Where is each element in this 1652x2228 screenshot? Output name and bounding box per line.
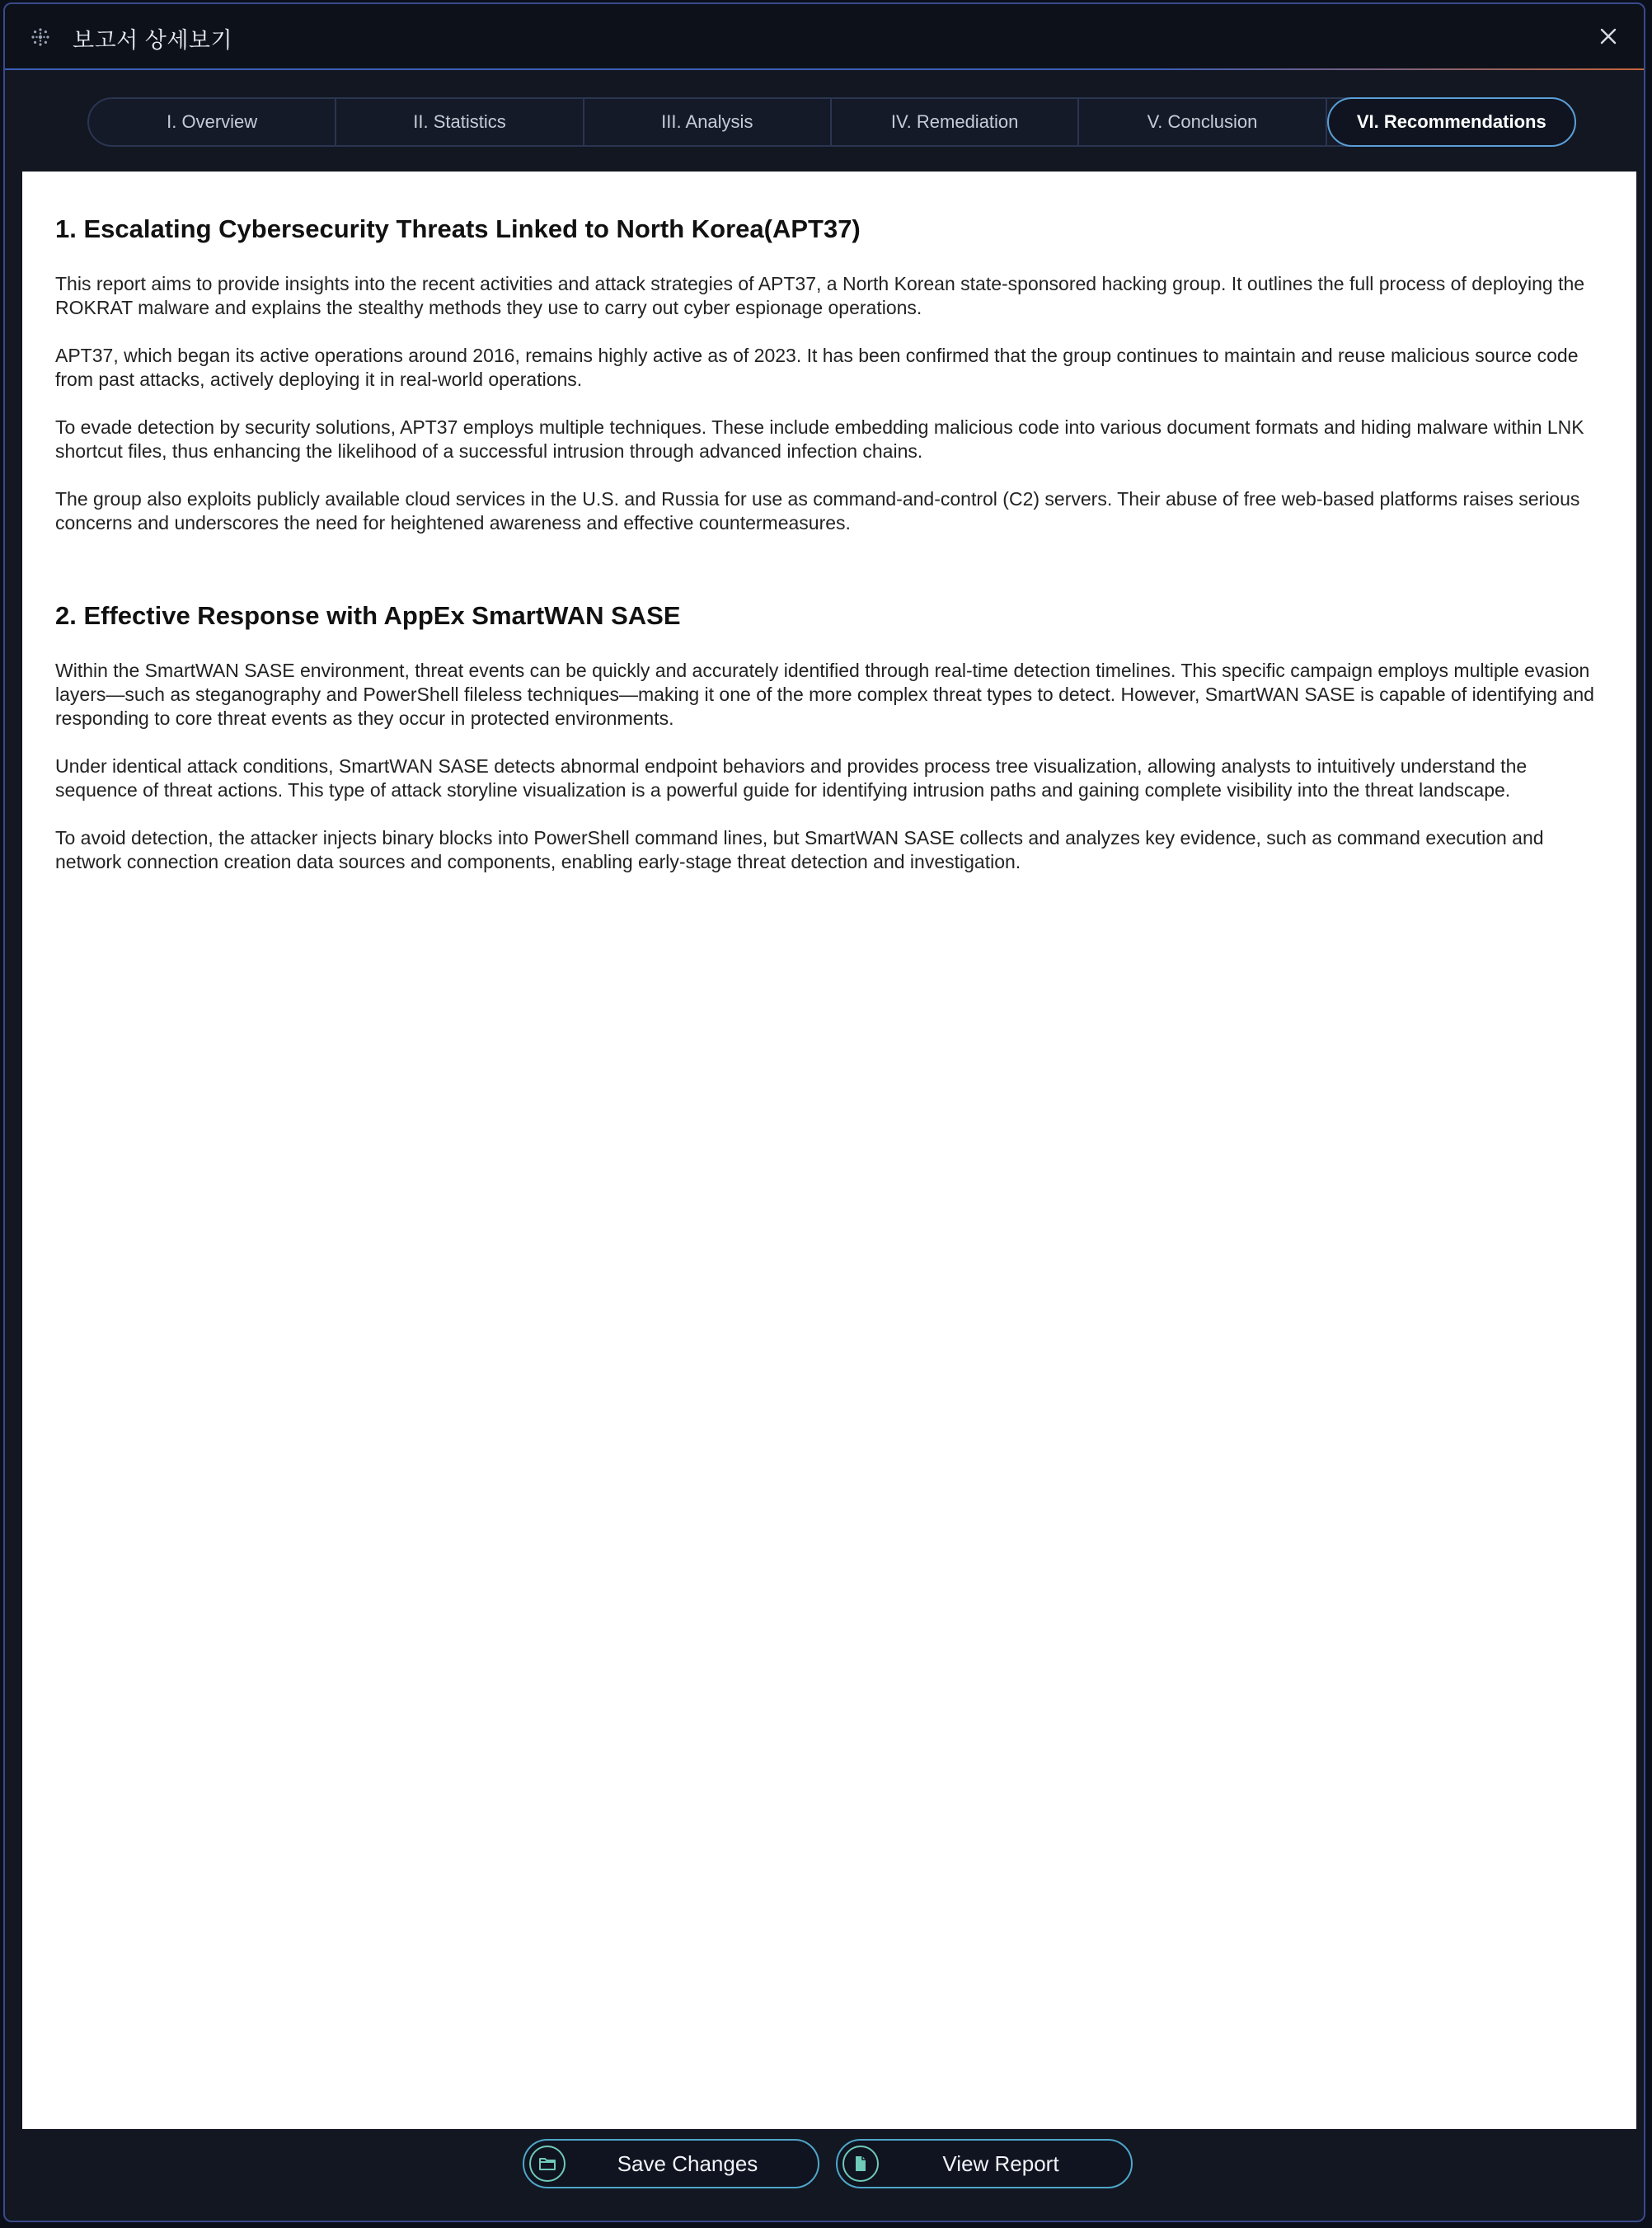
save-changes-button[interactable] [523, 2139, 819, 2188]
tab-analysis[interactable]: III. Analysis [584, 99, 832, 145]
tab-recommendations[interactable]: VI. Recommendations [1327, 97, 1576, 147]
window-title: 보고서 상세보기 [73, 28, 233, 53]
close-icon[interactable] [1596, 24, 1621, 49]
paragraph: The group also exploits publicly available cloud services in the U.S. and Russia for use as command-and-control (C2) servers. Their abuse of free web-based platforms raises serious concerns and underscores the need for heightened awareness and effective countermeasures. [55, 488, 1580, 533]
tab-statistics[interactable]: II. Statistics [336, 99, 584, 145]
save-changes-label: Save Changes [617, 2150, 758, 2176]
report-tabs [87, 97, 1576, 147]
paragraph: Within the SmartWAN SASE environment, threat events can be quickly and accurately identified through real-time detection timelines. This specific campaign employs multiple evasion layers—such as steganography and PowerShell fileless techniques—making it one of the more complex threat types to detect. However, SmartWAN SASE is capable of identifying and responding to core threat events as they occur in protected environments. [55, 660, 1594, 729]
paragraph: To avoid detection, the attacker injects binary blocks into PowerShell command lines, but SmartWAN SASE collects and analyzes key evidence, such as command execution and network connection creation data sources and components, enabling early-stage threat detection and investigation. [55, 827, 1544, 872]
document-icon [842, 2146, 879, 2182]
view-report-button[interactable] [836, 2139, 1133, 2188]
section-title: 2. Effective Response with AppEx SmartWAN SASE [55, 601, 681, 630]
title-bar [5, 4, 1644, 70]
paragraph: APT37, which began its active operations around 2016, remains highly active as of 2023. It has been confirmed that the group continues to maintain and reuse malicious source code from past attacks, actively deploying it in real-world operations. [55, 345, 1579, 390]
section-title: 1. Escalating Cybersecurity Threats Linked to North Korea(APT37) [55, 214, 861, 243]
tab-conclusion[interactable]: V. Conclusion [1079, 99, 1326, 145]
paragraph: Under identical attack conditions, SmartWAN SASE detects abnormal endpoint behaviors and provides process tree visualization, allowing analysts to intuitively understand the sequence of threat actions. This type of attack storyline visualization is a powerful guide for identifying intrusion paths and gaining complete visibility into the threat landscape. [55, 755, 1528, 801]
report-content [22, 172, 1636, 2129]
report-detail-window [3, 2, 1645, 2222]
tab-remediation[interactable]: IV. Remediation [832, 99, 1079, 145]
paragraph: To evade detection by security solutions, APT37 employs multiple techniques. These include embedding malicious code into various document formats and hiding malware within LNK shortcut files, thus enhancing the likelihood of a successful intrusion through advanced infection chains. [55, 416, 1584, 462]
paragraph: This report aims to provide insights into the recent activities and attack strategies of APT37, a North Korean state-sponsored hacking group. It outlines the full process of deploying the ROKRAT malware and explains the stealthy methods they use to carry out cyber espionage operations. [55, 273, 1585, 318]
view-report-label: View Report [942, 2150, 1059, 2176]
tab-overview[interactable]: I. Overview [89, 99, 336, 145]
gear-icon [30, 26, 51, 48]
folder-icon [529, 2146, 566, 2182]
